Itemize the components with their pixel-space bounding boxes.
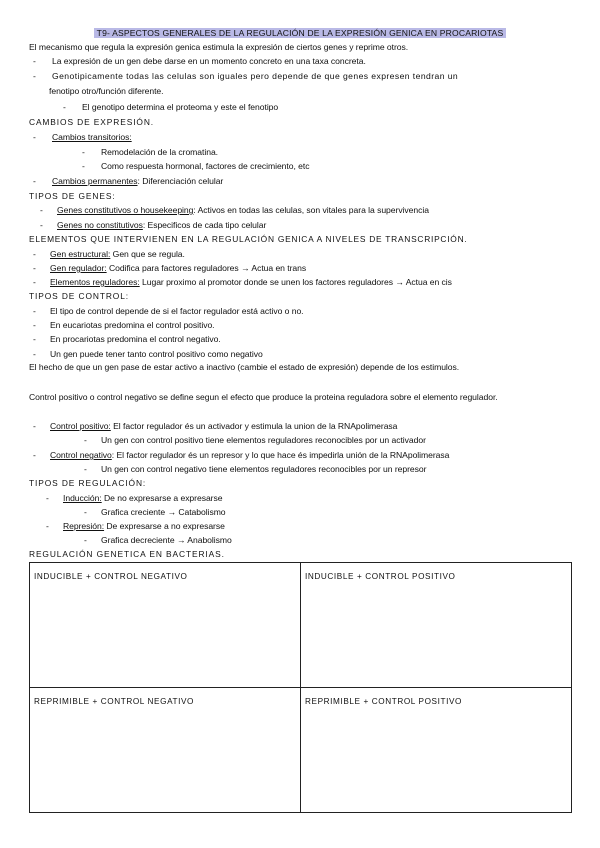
bullet-dash: - — [82, 147, 85, 157]
term-cambios-transitorios: Cambios transitorios: — [52, 132, 132, 142]
list-item-text: Como respuesta hormonal, factores de crecimiento, etc — [101, 161, 310, 171]
bullet-dash: - — [82, 161, 85, 171]
list-item-text: Grafica decreciente → Anabolismo — [101, 535, 232, 545]
term-definition: Codifica para factores reguladores → Actua en trans — [106, 263, 307, 273]
intro-text: El mecanismo que regula la expresión genica estimula la expresión de ciertos genes y reprime otros. — [29, 42, 409, 52]
list-item-text: Un gen puede tener tanto control positivo como negativo — [50, 349, 263, 359]
grid-cell-reprimible-positivo: REPRIMIBLE + CONTROL POSITIVO — [301, 688, 572, 813]
term-definition: De no expresarse a expresarse — [101, 493, 223, 503]
term-represion: Represión: — [63, 521, 105, 531]
bullet-dash: - — [33, 249, 36, 259]
grid-row — [30, 563, 572, 688]
list-item-text: Remodelación de la cromatina. — [101, 147, 219, 157]
paragraph: El hecho de que un gen pase de estar activo a inactivo (cambie el estado de expresión) depende de los estimulos. — [29, 362, 460, 372]
term-definition: : Activos en todas las celulas, son vitales para la supervivencia — [193, 205, 429, 215]
bullet-dash: - — [40, 220, 43, 230]
bullet-dash: - — [33, 306, 36, 316]
bullet-dash: - — [84, 535, 87, 545]
section-heading-elementos: ELEMENTOS QUE INTERVIENEN EN LA REGULACIÓN GENICA A NIVELES DE TRANSCRIPCIÓN. — [29, 234, 468, 244]
term-definition: El factor regulador és un activador y estimula la union de la RNApolimerasa — [110, 421, 398, 431]
grid-row — [30, 688, 572, 813]
term-definition: : Diferenciación celular — [137, 176, 224, 186]
list-item-continuation: fenotipo otro/función diferente. — [49, 86, 164, 96]
term-gen-regulador: Gen regulador: — [50, 263, 107, 273]
bullet-dash: - — [33, 349, 36, 359]
bullet-dash: - — [84, 464, 87, 474]
term-gen-estructural: Gen estructural: — [50, 249, 111, 259]
paragraph: Control positivo o control negativo se define segun el efecto que produce la proteina reguladora sobre el elemento regulador. — [29, 392, 498, 402]
grid-cell-inducible-negativo: INDUCIBLE + CONTROL NEGATIVO — [30, 563, 301, 688]
regulation-grid — [29, 562, 572, 813]
section-heading-tipos-regulacion: TIPOS DE REGULACIÓN: — [29, 478, 147, 488]
term-genes-no-constitutivos: Genes no constitutivos — [57, 220, 143, 230]
bullet-dash: - — [33, 132, 36, 142]
page-title-text: T9- ASPECTOS GENERALES DE LA REGULACIÓN DE LA EXPRESIÓN GENICA EN PROCARIOTAS — [94, 28, 507, 38]
list-item-text: En procariotas predomina el control negativo. — [50, 334, 221, 344]
term-control-negativo: Control negativo — [50, 450, 112, 460]
term-induccion: Inducción: — [63, 493, 102, 503]
list-item-text: En eucariotas predomina el control positivo. — [50, 320, 215, 330]
bullet-dash: - — [33, 56, 36, 66]
list-item-text: El genotipo determina el proteoma y este el fenotipo — [82, 102, 279, 112]
term-control-positivo: Control positivo: — [50, 421, 111, 431]
bullet-dash: - — [33, 277, 36, 287]
term-cambios-permanentes: Cambios permanentes — [52, 176, 138, 186]
bullet-dash: - — [84, 507, 87, 517]
bullet-dash: - — [46, 493, 49, 503]
term-definition: Gen que se regula. — [110, 249, 185, 259]
bullet-dash: - — [33, 334, 36, 344]
page-title — [29, 27, 571, 40]
term-elementos-reguladores: Elementos reguladores: — [50, 277, 140, 287]
term-definition: : El factor regulador és un represor y lo que hace és impedirla unión de la RNApolimerasa — [111, 450, 450, 460]
bullet-dash: - — [33, 263, 36, 273]
bullet-dash: - — [33, 320, 36, 330]
bullet-dash: - — [33, 450, 36, 460]
term-definition: Lugar proximo al promotor donde se unen los factores reguladores → Actua en cis — [139, 277, 452, 287]
bullet-dash: - — [33, 421, 36, 431]
list-item-text: El tipo de control depende de si el factor regulador está activo o no. — [50, 306, 304, 316]
list-item-text: Genotipicamente todas las celulas son iguales pero depende de que genes expresen tendran un — [52, 71, 459, 81]
list-item-text: La expresión de un gen debe darse en un momento concreto en una taxa concreta. — [52, 56, 366, 66]
term-definition: : Especificos de cada tipo celular — [142, 220, 267, 230]
bullet-dash: - — [63, 102, 66, 112]
section-heading-tipos-genes: TIPOS DE GENES: — [29, 191, 116, 201]
section-heading-cambios: CAMBIOS DE EXPRESIÓN. — [29, 117, 155, 127]
bullet-dash: - — [40, 205, 43, 215]
bullet-dash: - — [46, 521, 49, 531]
list-item-text: Un gen con control positivo tiene elementos reguladores reconocibles por un activador — [101, 435, 426, 445]
term-genes-constitutivos: Genes constitutivos o housekeeping — [57, 205, 194, 215]
grid-cell-inducible-positivo: INDUCIBLE + CONTROL POSITIVO — [301, 563, 572, 688]
list-item-text: Grafica creciente → Catabolismo — [101, 507, 226, 517]
term-definition: De expresarse a no expresarse — [104, 521, 225, 531]
bullet-dash: - — [84, 435, 87, 445]
section-heading-tipos-control: TIPOS DE CONTROL: — [29, 291, 129, 301]
bullet-dash: - — [33, 71, 36, 81]
grid-cell-reprimible-negativo: REPRIMIBLE + CONTROL NEGATIVO — [30, 688, 301, 813]
list-item-text: Un gen con control negativo tiene elementos reguladores reconocibles por un represor — [101, 464, 427, 474]
bullet-dash: - — [33, 176, 36, 186]
section-heading-bacterias: REGULACIÓN GENETICA EN BACTERIAS. — [29, 549, 225, 559]
